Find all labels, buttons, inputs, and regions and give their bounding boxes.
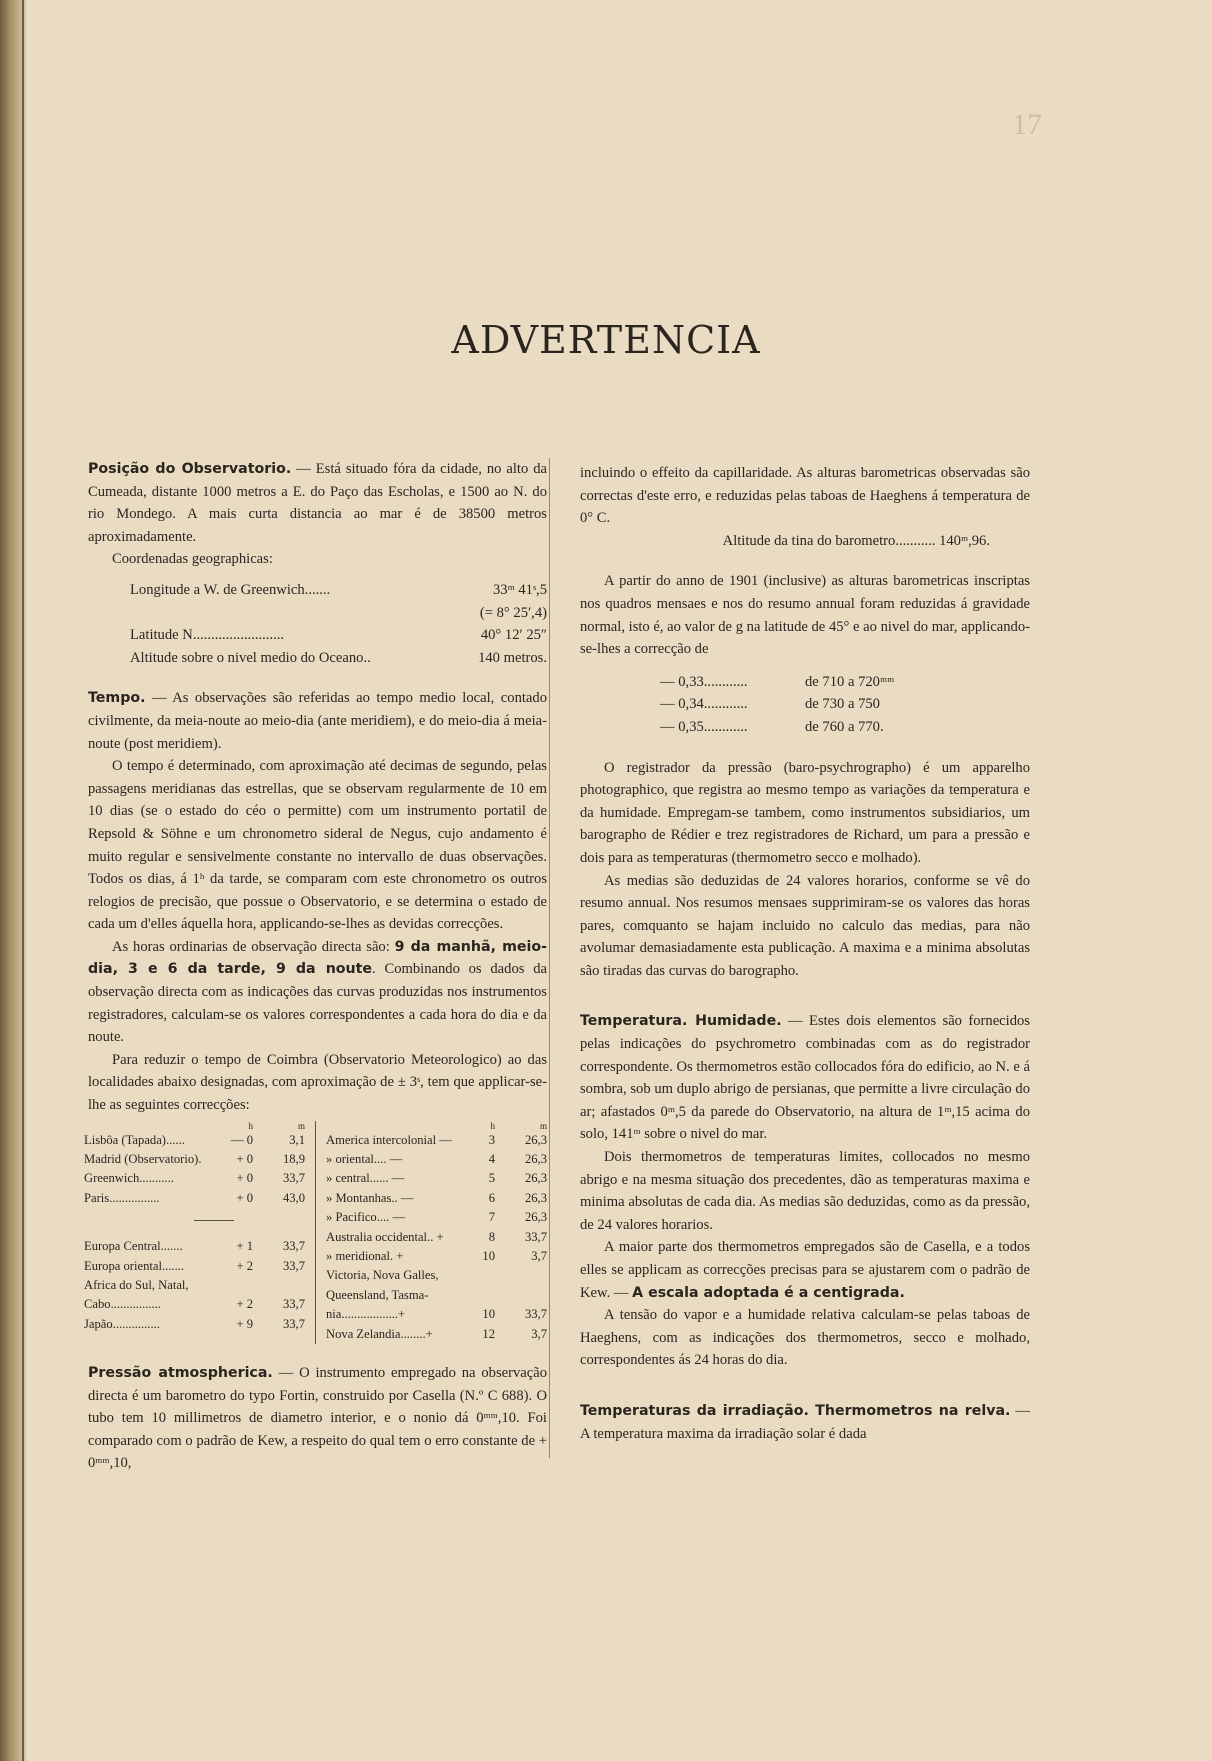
- tempo-p3-text: As horas ordinarias de observação directa são:: [112, 938, 395, 955]
- page-title: ADVERTENCIA: [451, 318, 761, 362]
- hours: + 9: [236, 1316, 253, 1331]
- correction-value: — 0,34............: [660, 696, 748, 713]
- correction-range: de 730 a 750: [805, 696, 880, 713]
- irradiacao-text: — A temperatura maxima da irradiação solar é dada: [580, 1402, 1030, 1442]
- unit-minutes: m: [297, 1120, 305, 1131]
- pressao-text: — O instrumento empregado na observação directa é um barometro do typo Fortin, construido por Casella (N.º C 688). O tubo tem 10 millimetros de diametro interior, e o nonio dá 0ᵐᵐ,10. Foi comparado com o padrão de Kew, a respeito do qual tem o erro constante de + 0ᵐᵐ,10,: [88, 1365, 547, 1472]
- temperatura-heading: Temperatura. Humidade.: [580, 1013, 782, 1030]
- right-paragraph-4: As medias são deduzidas de 24 valores horarios, conforme se vê do resumo annual. Nos resumos mensaes supprimiram-se os valores das horas pares, comquanto se hajam incluido no calculo das medias, para não avolumar demasiadamente esta publicação. A maxima e a minima absolutas são tiradas das curvas do barographo.: [580, 872, 1030, 979]
- right-paragraph-3: O registrador da pressão (baro-psychrographo) é um apparelho photographico, que registra ao mesmo tempo as variações da temperatura e da humidade. Empregam-se tambem, como instrumentos subsidiarios, um barographo de Rédier e trez registradores de Richard, um para a pressão e dois para as temperaturas (thermometro secco e molhado).: [580, 759, 1030, 866]
- minutes: 26,3: [524, 1152, 547, 1167]
- correction-range: de 710 a 720ᵐᵐ: [805, 673, 895, 690]
- table-row: [326, 1266, 547, 1285]
- tempo-paragraph-2: O tempo é determinado, com aproximação até decimas de segundo, pelas passagens meridianas das estrellas, que se observam regularmente de 10 em 10 dias (se o estado do céo o permitte) com um instrumento portatil de Repsold & Söhne e um chronometro sideral de Negus, cujo andamento é muito regular e sensivelmente constante no intervallo de duas observações. Todos os dias, á 1ʰ da tarde, se comparam com este chronometro os outros relogios de precisão, que possue o Observatorio, e se determina o estado de cada um d'elles áquella hora, applicando-se-lhes as devidas correcções.: [88, 758, 547, 933]
- table-row: [84, 1315, 305, 1334]
- right-paragraph-1: incluindo o effeito da capillaridade. As alturas barometricas observadas são correctas d'este erro, e reduzidas pelas taboas de Haeghens á temperatura de 0° C.: [580, 465, 1030, 527]
- pressao-paragraph: [88, 1362, 547, 1475]
- geo-label: Longitude a W. de Greenwich.......: [130, 581, 331, 598]
- table-row: [326, 1150, 547, 1169]
- table-row: [326, 1247, 547, 1266]
- geo-coordinates: [130, 579, 547, 669]
- minutes: [495, 1286, 547, 1305]
- barometer-altitude: Altitude da tina do barometro........... 140ᵐ,96.: [722, 532, 990, 549]
- irradiacao-paragraph: [580, 1400, 1030, 1445]
- binding-edge: [22, 0, 24, 1761]
- minutes: 3,7: [531, 1326, 547, 1341]
- geo-label: Latitude N.........................: [130, 627, 285, 644]
- place-name: Paris................: [84, 1190, 160, 1205]
- table-row: [84, 1276, 305, 1295]
- time-table-left: [84, 1121, 316, 1344]
- table-row: [326, 1131, 547, 1150]
- place-name: America intercolonial —: [326, 1132, 452, 1147]
- temperatura-text: — Estes dois elementos são fornecidos pelas indicações do psychrometro combinadas com as do registrador correspondente. Os thermometros estão collocados fóra do edificio, ao N. e á sombra, sob um duplo abrigo de persianas, que permitte a livre circulação do ar; afastados 0ᵐ,5 da parede do Observatorio, na altura de 1ᵐ,15 acima do solo, 141ᵐ sobre o nivel do mar.: [580, 1013, 1030, 1143]
- geo-row: [130, 579, 547, 602]
- unit-header: [326, 1121, 547, 1131]
- minutes: [495, 1266, 547, 1285]
- minutes: 26,3: [524, 1190, 547, 1205]
- right-paragraph-7: A tensão do vapor e a humidade relativa calculam-se pelas taboas de Haeghens, com as indicações dos thermometros, secco e molhado, correspondentes ás 24 horas do dia.: [580, 1307, 1030, 1369]
- table-row: [326, 1208, 547, 1227]
- table-row: [84, 1169, 305, 1188]
- place-name: » Pacifico.... —: [326, 1210, 406, 1225]
- tempo-text: — As observações são referidas ao tempo medio local, contado civilmente, da meia-noute ao meio-dia (ante meridiem), e do meio-dia á meia-noute (post meridiem).: [88, 690, 547, 752]
- table-row: [84, 1131, 305, 1150]
- separator-line: [194, 1220, 234, 1221]
- table-row: [84, 1237, 305, 1256]
- correction-row: [660, 671, 1030, 694]
- minutes: 26,3: [524, 1171, 547, 1186]
- minutes: 33,7: [282, 1316, 305, 1331]
- place-name: Africa do Sul, Natal,: [84, 1278, 189, 1293]
- place-name: » Montanhas.. —: [326, 1190, 414, 1205]
- right-paragraph-5: Dois thermometros de temperaturas limites, collocados no mesmo abrigo e na mesma situação dos precedentes, dão as temperaturas maxima e minima absolutas de cada dia. As medias são deduzidas, como as da pressão, de 24 valores horarios.: [580, 1149, 1030, 1233]
- table-row: [326, 1305, 547, 1324]
- place-name: Japão...............: [84, 1316, 160, 1331]
- minutes: 33,7: [524, 1307, 547, 1322]
- hours: + 1: [236, 1239, 253, 1254]
- table-row: [84, 1295, 305, 1314]
- place-name: Nova Zelandia........+: [326, 1326, 433, 1341]
- temperatura-paragraph: [580, 1010, 1030, 1146]
- minutes: 33,7: [282, 1171, 305, 1186]
- scale-note: A escala adoptada é a centigrada.: [632, 1284, 905, 1301]
- geo-label: Altitude sobre o nivel medio do Oceano..: [130, 649, 371, 666]
- place-name: » central...... —: [326, 1171, 405, 1186]
- table-row: [84, 1257, 305, 1276]
- minutes: 33,7: [282, 1239, 305, 1254]
- hours: 4: [488, 1152, 495, 1167]
- page-number: 17: [1012, 108, 1042, 141]
- unit-header: [84, 1121, 305, 1131]
- table-row: [84, 1150, 305, 1169]
- geo-row: [130, 624, 547, 647]
- place-name: Greenwich...........: [84, 1171, 174, 1186]
- hours: 6: [488, 1190, 495, 1205]
- hours: 10: [482, 1307, 495, 1322]
- minutes: 43,0: [282, 1190, 305, 1205]
- place-name: nia..................+: [326, 1307, 406, 1322]
- tempo-heading: Tempo.: [88, 690, 146, 707]
- geo-row: [130, 602, 547, 625]
- coords-label: Coordenadas geographicas:: [112, 551, 273, 568]
- column-divider: [549, 458, 550, 1458]
- minutes: 33,7: [524, 1229, 547, 1244]
- tempo-p3-text: . Combinando os dados da observação directa com as indicações das curvas produzidas nos instrumentos registradores, calculam-se os valores correspondentes a cada hora do dia e da noute.: [88, 961, 547, 1046]
- place-name: Lisbôa (Tapada)......: [84, 1132, 185, 1147]
- hours: [223, 1276, 253, 1295]
- place-name: Europa Central.......: [84, 1239, 183, 1254]
- correction-value: — 0,33............: [660, 673, 748, 690]
- table-row: [326, 1189, 547, 1208]
- right-paragraph-6: [580, 1236, 1030, 1304]
- place-name: Victoria, Nova Galles,: [326, 1268, 439, 1283]
- table-row: [326, 1325, 547, 1344]
- unit-hours: h: [248, 1120, 253, 1131]
- hours: + 2: [236, 1258, 253, 1273]
- correction-row: [660, 716, 1030, 739]
- hours: 5: [488, 1171, 495, 1186]
- hours: [465, 1286, 495, 1305]
- geo-label: [130, 602, 447, 625]
- hours: + 0: [236, 1171, 253, 1186]
- minutes: [253, 1276, 305, 1295]
- casella-text: A maior parte dos thermometros empregados são de Casella, e a todos elles se applicam as correcções precisas para se ajustarem com o padrão de Kew. —: [580, 1239, 1030, 1301]
- place-name: » meridional. +: [326, 1249, 404, 1264]
- place-name: Queensland, Tasma-: [326, 1287, 429, 1302]
- time-correction-table: [84, 1121, 547, 1344]
- irradiacao-heading: Temperaturas da irradiação. Thermometros na relva.: [580, 1402, 1011, 1419]
- hours: 7: [488, 1210, 495, 1225]
- correction-range: de 760 a 770.: [805, 718, 884, 735]
- hours: + 2: [236, 1297, 253, 1312]
- hours: 3: [488, 1132, 495, 1147]
- hours: — 0: [230, 1132, 253, 1147]
- table-row: [326, 1286, 547, 1305]
- table-row: [326, 1169, 547, 1188]
- geo-row: [130, 647, 547, 670]
- left-column: [84, 458, 547, 1475]
- table-row: [326, 1228, 547, 1247]
- place-name: Australia occidental.. +: [326, 1229, 444, 1244]
- hours: + 0: [236, 1152, 253, 1167]
- hours: 12: [482, 1326, 495, 1341]
- minutes: 33,7: [282, 1297, 305, 1312]
- minutes: 18,9: [282, 1152, 305, 1167]
- place-name: Cabo................: [84, 1297, 161, 1312]
- hours: 8: [488, 1229, 495, 1244]
- posicao-paragraph: [88, 458, 547, 548]
- observation-hours: 9 da manhã, meio-dia, 3 e 6 da tarde, 9 da noute: [88, 938, 547, 978]
- table-row: [84, 1189, 305, 1208]
- minutes: 26,3: [524, 1132, 547, 1147]
- posicao-heading: Posição do Observatorio.: [88, 461, 292, 477]
- hours: 10: [482, 1249, 495, 1264]
- minutes: 33,7: [282, 1258, 305, 1273]
- right-paragraph-2: A partir do anno de 1901 (inclusive) as alturas barometricas inscriptas nos quadros mensaes e nos do resumo annual foram reduzidas á gravidade normal, isto é, ao valor de g na latitude de 45° e ao nivel do mar, applicando-se-lhes a correcção de: [580, 573, 1030, 658]
- place-name: Europa oriental.......: [84, 1258, 185, 1273]
- tempo-paragraph: [88, 687, 547, 755]
- geo-value: 140 metros.: [478, 649, 547, 666]
- tempo-paragraph-4: Para reduzir o tempo de Coimbra (Observatorio Meteorologico) ao das localidades abaixo designadas, com aproximação de ± 3ˢ, tem que applicar-se-lhe as seguintes correcções:: [88, 1051, 547, 1114]
- posicao-text: — Está situado fóra da cidade, no alto da Cumeada, distante 1000 metros a E. do Paço das Escholas, e 1500 ao N. do rio Mondego. A mais curta distancia ao mar é de 38500 metros aproximadamente.: [88, 461, 547, 545]
- geo-value: (= 8° 25′,4): [479, 604, 547, 621]
- gravity-corrections: [580, 671, 1030, 739]
- unit-minutes: m: [539, 1120, 547, 1131]
- unit-hours: h: [490, 1120, 495, 1131]
- right-column: [580, 462, 1030, 1445]
- minutes: 3,1: [289, 1132, 305, 1147]
- place-name: » oriental.... —: [326, 1152, 403, 1167]
- place-name: Madrid (Observatorio).: [84, 1152, 202, 1167]
- geo-value: 40° 12′ 25″: [480, 627, 547, 644]
- hours: [465, 1266, 495, 1285]
- tempo-paragraph-3: [88, 936, 547, 1049]
- correction-value: — 0,35............: [660, 718, 748, 735]
- minutes: 26,3: [524, 1210, 547, 1225]
- pressao-heading: Pressão atmospherica.: [88, 1365, 273, 1382]
- correction-row: [660, 693, 1030, 716]
- minutes: 3,7: [531, 1249, 547, 1264]
- time-table-right: [316, 1121, 547, 1344]
- geo-value: 33ᵐ 41ˢ,5: [492, 581, 547, 598]
- hours: + 0: [236, 1190, 253, 1205]
